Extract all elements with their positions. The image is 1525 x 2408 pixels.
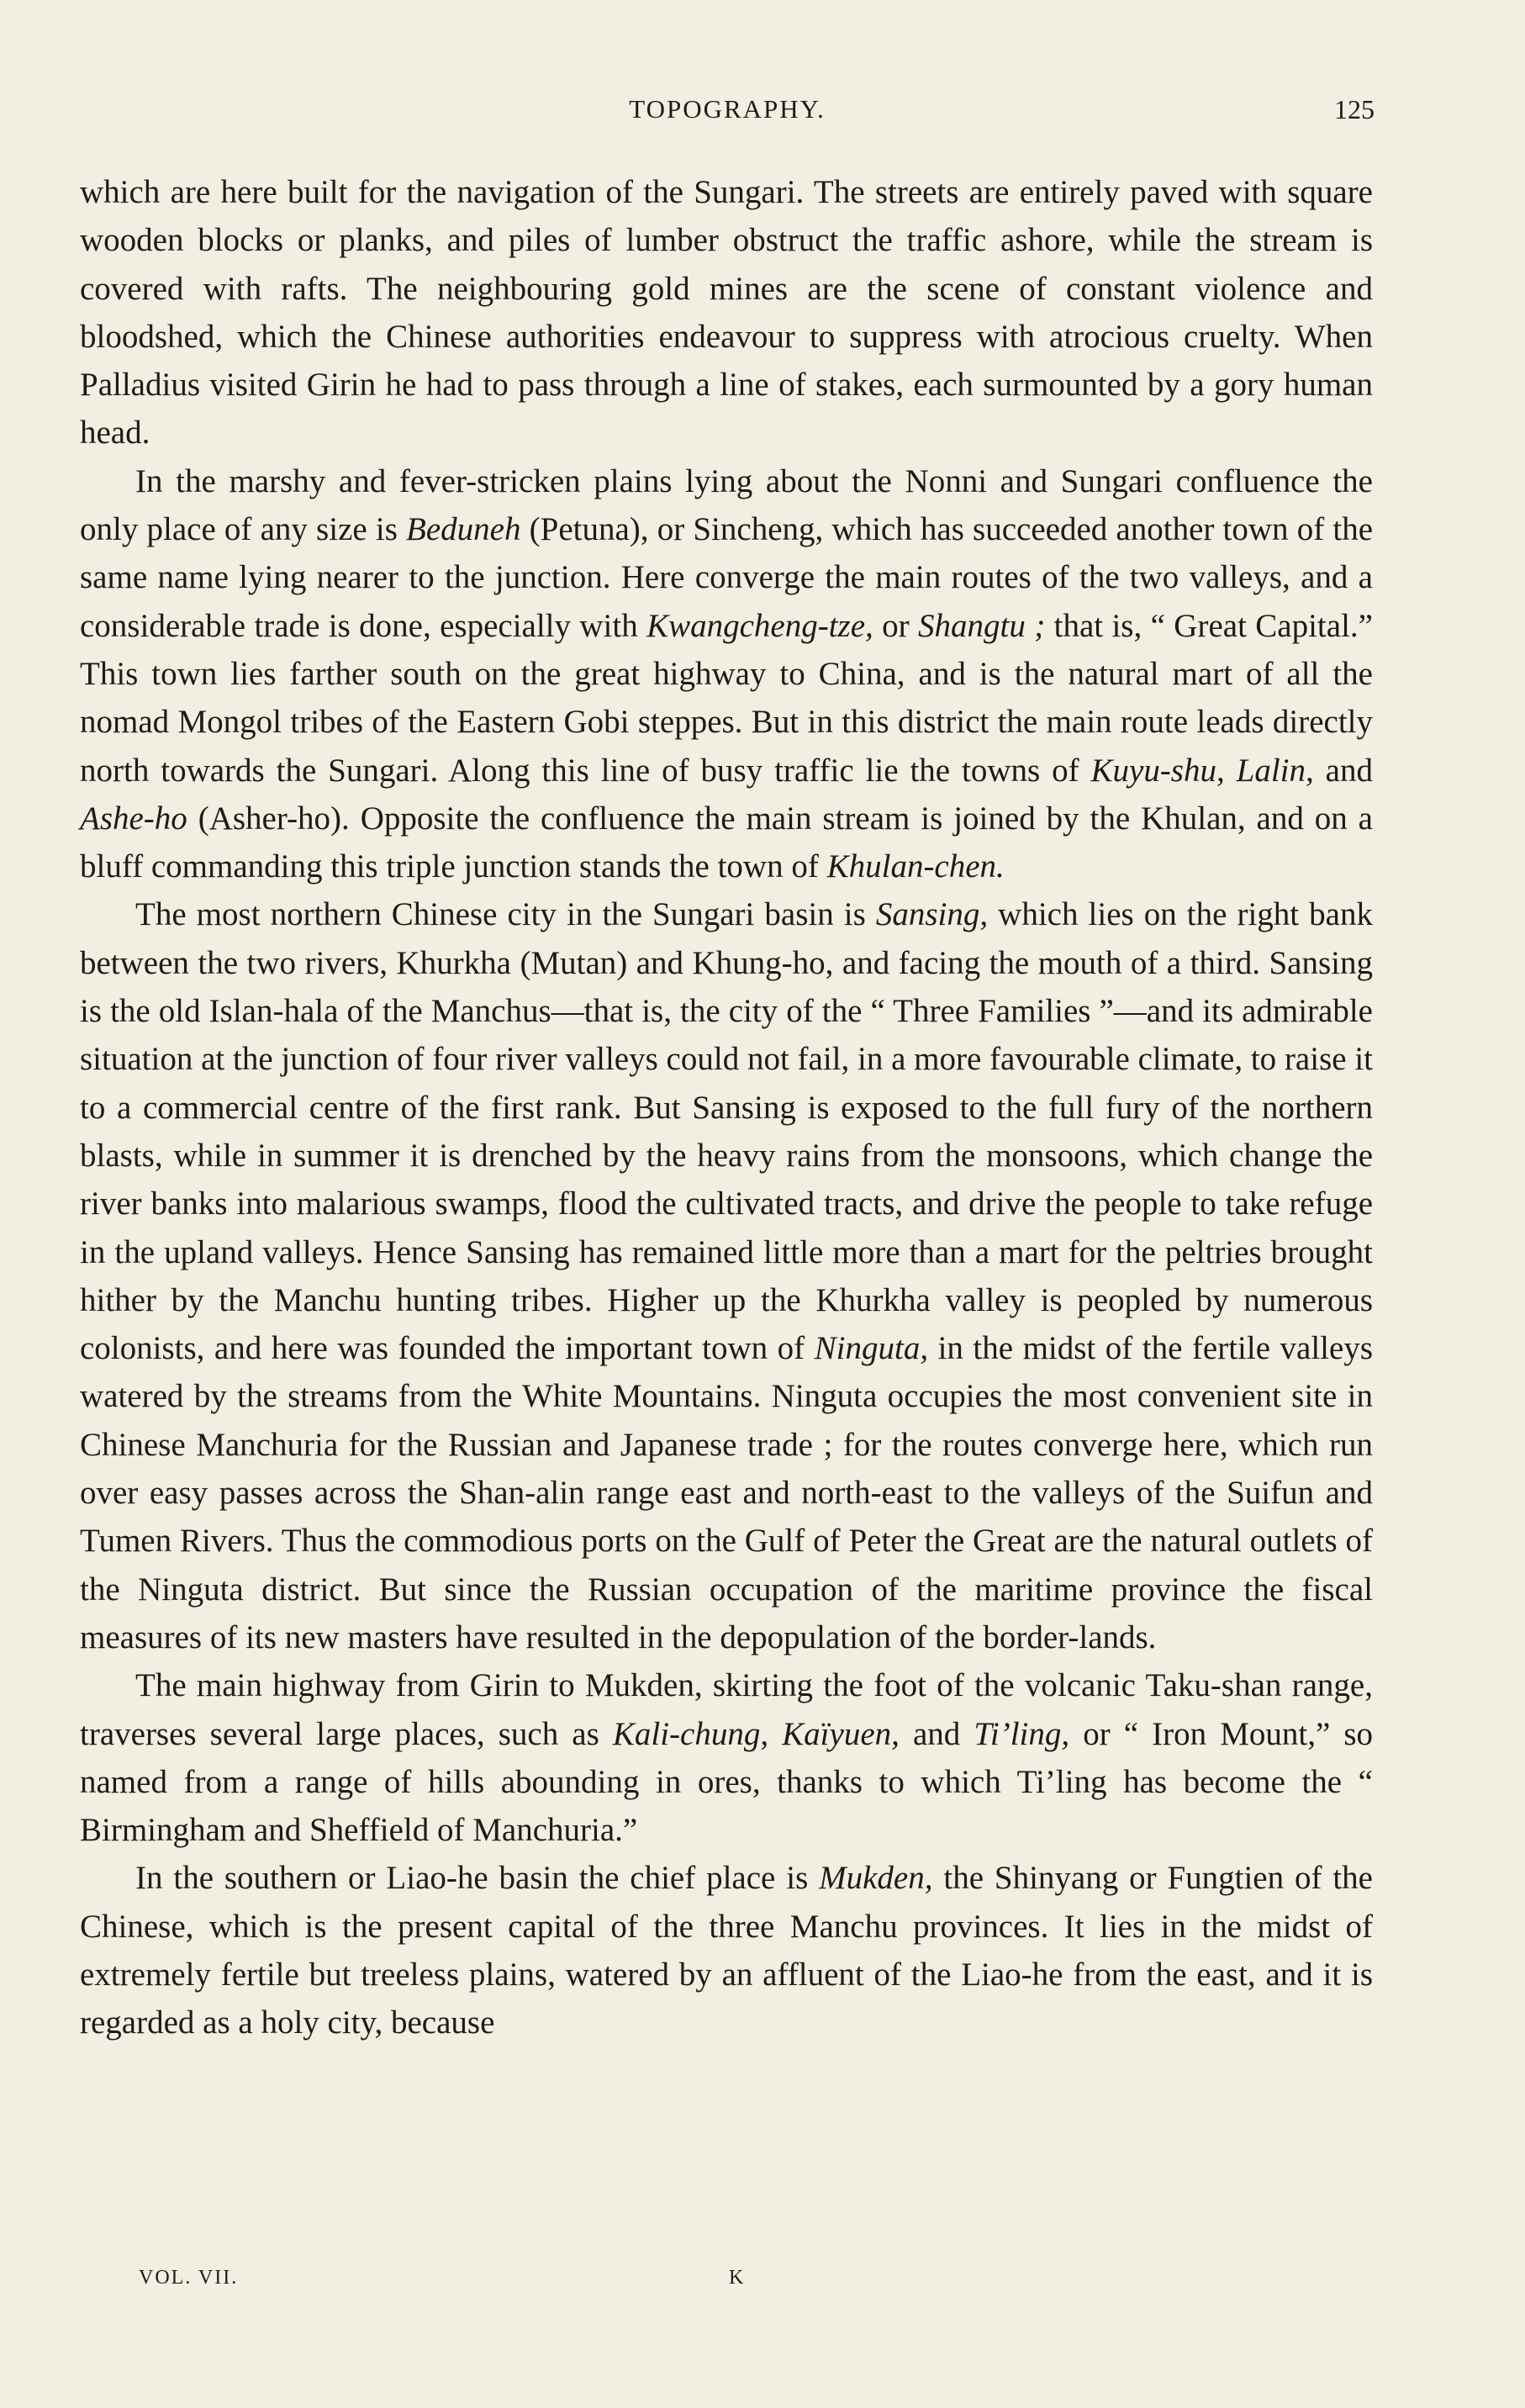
- paragraph: [80, 1854, 1373, 2046]
- italic-place-name: Ti’ling,: [974, 1715, 1070, 1752]
- signature-mark: K: [729, 2267, 746, 2289]
- italic-place-name: Ashe-ho: [80, 800, 187, 837]
- volume-label: VOL. VII.: [139, 2267, 239, 2289]
- italic-place-name: Mukden,: [819, 1860, 933, 1897]
- page-number: 125: [1334, 94, 1375, 124]
- body-text: [80, 168, 1373, 2047]
- text-run: or “ Iron Mount,” so named from a range of hills abounding in ores, thanks to which Ti’ling has become the “ Birmingham and Sheffield of Manchuria.”: [80, 1715, 1374, 1849]
- text-run: which are here built for the navigation of the Sungari. The streets are entirely paved with square wooden blocks or planks, and piles of lumber obstruct the traffic ashore, while the stream is covered with rafts. The neighbouring gold mines are the scene of constant violence and bloodshed, which the Chinese authorities endeavour to suppress with atrocious cruelty. When Palladius visited Girin he had to pass through a line of stakes, each surmounted by a gory human head.: [80, 174, 1373, 452]
- text-run: in the midst of the fertile valleys watered by the streams from the White Mountains. Ninguta occupies the most convenient site in Chinese Manchuria for the Russian and Japanese trade ; for the routes converge here, which run over easy passes across the Shan-alin range east and north-east to the valleys of the Suifun and Tumen Rivers. Thus the commodious ports on the Gulf of Peter the Great are the natural outlets of the Ninguta district. But since the Russian occupation of the maritime province the fiscal measures of its new masters have resulted in the depopulation of the border-lands.: [80, 1330, 1373, 1656]
- text-run: that is, “ Great Capital.” This town lies farther south on the great highway to China, and is the natural mart of all the nomad Mongol tribes of the Eastern Gobi steppes. But in this district the main route leads directly north towards the Sungari. Along this line of busy traffic lie the towns of: [80, 607, 1373, 789]
- text-run: which lies on the right bank between the two rivers, Khurkha (Mutan) and Khung-ho, and facing the mouth of a third. Sansing is the old Islan-hala of the Manchus—that is, the city of the “ Three Families ”—and its admirable situation at the junction of four river valleys could not fail, in a more favourable climate, to raise it to a commercial centre of the first rank. But Sansing is exposed to the full fury of the northern blasts, while in summer it is drenched by the heavy rains from the monsoons, which change the river banks into malarious swamps, flood the cultivated tracts, and drive the people to take refuge in the upland valleys. Hence Sansing has remained little more than a mart for the peltries brought hither by the Manchu hunting tribes. Higher up the Khurkha valley is peopled by numerous colonists, and here was founded the important town of: [80, 896, 1373, 1367]
- text-run: (Petuna), or Sincheng, which has succeeded another town of the same name lying nearer to the junction. Here converge the main routes of the two valleys, and a considerable trade is done, especially with: [80, 511, 1374, 644]
- text-run: In the marshy and fever-stricken plains lying about the Nonni and Sungari confluence the only place of any size is: [80, 462, 1373, 548]
- italic-place-name: Ninguta,: [814, 1330, 929, 1367]
- page-footer: [139, 2267, 1316, 2300]
- text-run: The main highway from Girin to Mukden, skirting the foot of the volcanic Taku-shan range, traverses several large places, such as: [80, 1667, 1373, 1752]
- running-title: TOPOGRAPHY.: [629, 94, 826, 124]
- italic-place-name: Kwangcheng-tze,: [646, 607, 873, 644]
- italic-place-name: Kali-chung, Kaïyuen,: [612, 1715, 900, 1752]
- paragraph: [80, 1661, 1373, 1854]
- text-run: In the southern or Liao-he basin the chief place is: [135, 1860, 820, 1897]
- text-run: (Asher-ho). Opposite the confluence the main stream is joined by the Khulan, and on a bluff commanding this triple junction stands the town of: [80, 800, 1373, 885]
- italic-place-name: Kuyu-shu, Lalin,: [1090, 752, 1314, 789]
- italic-place-name: Khulan-chen.: [826, 848, 1005, 885]
- italic-place-name: Shangtu ;: [918, 607, 1046, 644]
- italic-place-name: Beduneh: [406, 511, 521, 548]
- text-run: the Shinyang or Fungtien of the Chinese, which is the present capital of the three Manchu provinces. It lies in the midst of extremely fertile but treeless plains, watered by an affluent of the Liao-he from the east, and it is regarded as a holy city, because: [80, 1860, 1373, 2041]
- paragraph-continued: [80, 168, 1373, 457]
- running-head: [80, 94, 1375, 136]
- text-run: and: [899, 1715, 974, 1752]
- paragraph: [80, 890, 1373, 1661]
- text-run: The most northern Chinese city in the Sungari basin is: [135, 896, 876, 933]
- italic-place-name: Sansing,: [875, 896, 989, 933]
- paragraph: [80, 457, 1373, 891]
- text-run: or: [873, 607, 919, 644]
- text-run: and: [1313, 752, 1373, 789]
